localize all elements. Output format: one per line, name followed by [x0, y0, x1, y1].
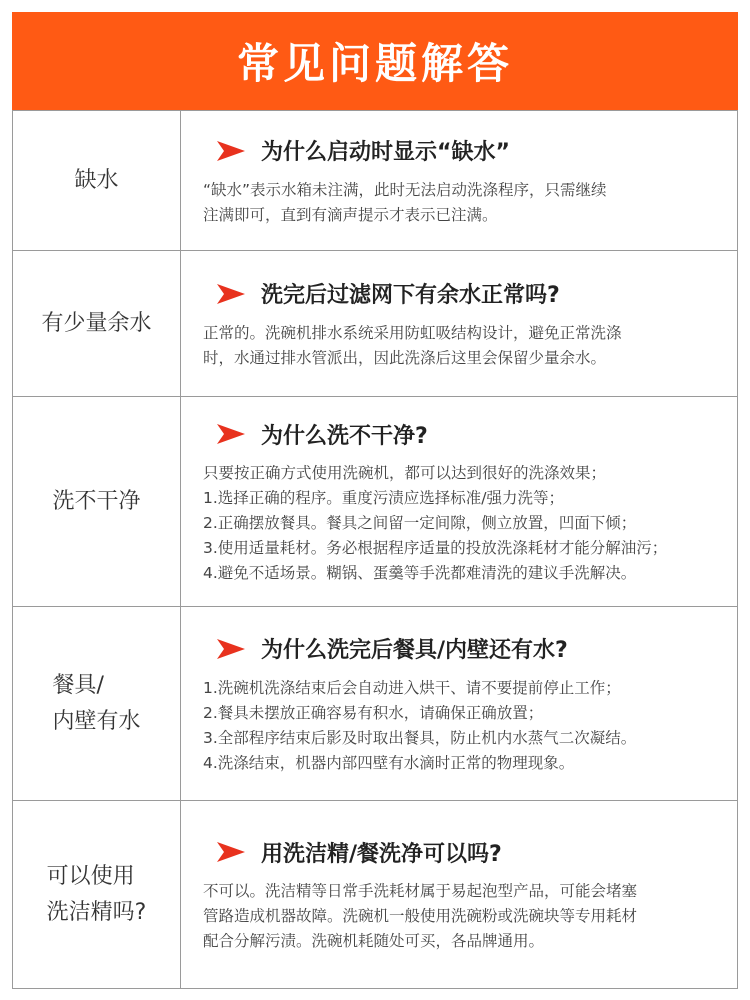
answer-line: 注满即可，直到有滴声提示才表示已注满。	[203, 205, 498, 224]
question-line	[203, 134, 723, 168]
arrow-right-icon	[217, 284, 245, 304]
answer-line: 3.全部程序结束后影及时取出餐具，防止机内水蒸气二次凝结。	[203, 728, 637, 747]
faq-topic	[13, 397, 181, 607]
topic-line: 洗洁精吗?	[46, 899, 147, 925]
answer-line: 4.避免不适场景。糊锅、蛋羹等手洗都难清洗的建议手洗解决。	[203, 564, 637, 582]
question-text: 为什么启动时显示“缺水”	[261, 140, 510, 165]
arrow-right-icon	[217, 842, 245, 862]
question-text: 为什么洗完后餐具/内壁还有水?	[261, 638, 568, 663]
answer-line: 2.正确摆放餐具。餐具之间留一定间隙，侧立放置，凹面下倾；	[203, 514, 637, 532]
answer-line: 4.洗涤结束，机器内部四壁有水滴时正常的物理现象。	[203, 753, 575, 772]
faq-topic	[13, 801, 181, 989]
answer-text	[203, 178, 723, 228]
faq-content	[181, 607, 738, 801]
faq-content	[181, 111, 738, 251]
faq-content	[181, 251, 738, 397]
page-header	[12, 12, 738, 110]
question-line	[203, 417, 723, 451]
answer-line: 1.洗碗机洗涤结束后会自动进入烘干、请不要提前停止工作；	[203, 678, 621, 697]
topic-line: 洗不干净	[52, 488, 141, 514]
answer-line: “缺水”表示水箱未注满，此时无法启动洗涤程序，只需继续	[203, 180, 607, 199]
answer-line: 1.选择正确的程序。重度污渍应选择标准/强力洗等；	[203, 489, 565, 507]
answer-line: 2.餐具未摆放正确容易有积水，请确保正确放置；	[203, 703, 544, 722]
faq-topic	[13, 251, 181, 397]
question-line	[203, 632, 723, 666]
answer-line: 管路造成机器故障。洗碗机一般使用洗碗粉或洗碗块等专用耗材	[203, 907, 638, 925]
faq-topic	[13, 111, 181, 251]
arrow-right-icon	[217, 639, 245, 659]
question-text: 为什么洗不干净?	[261, 423, 428, 449]
answer-text	[203, 879, 723, 954]
faq-content	[181, 397, 738, 607]
faq-row-not-clean	[13, 397, 738, 607]
question-line	[203, 277, 723, 311]
page-title: 常见问题解答	[236, 39, 513, 88]
answer-text	[203, 461, 723, 586]
topic-line: 餐具/	[52, 672, 104, 698]
faq-table	[12, 110, 738, 989]
topic-line: 有少量余水	[41, 310, 152, 336]
question-text: 洗完后过滤网下有余水正常吗?	[261, 283, 560, 308]
faq-row-residual-water	[13, 251, 738, 397]
faq-row-water-shortage	[13, 111, 738, 251]
topic-line: 缺水	[74, 167, 119, 193]
question-text: 用洗洁精/餐洗净可以吗?	[261, 841, 502, 867]
question-line	[203, 835, 723, 869]
answer-text	[203, 321, 723, 371]
answer-line: 正常的。洗碗机排水系统采用防虹吸结构设计，避免正常洗涤	[203, 323, 622, 342]
faq-content	[181, 801, 738, 989]
faq-row-water-inside	[13, 607, 738, 801]
answer-line: 配合分解污渍。洗碗机耗随处可买，各品牌通用。	[203, 932, 545, 950]
answer-line: 时，水通过排水管派出，因此洗涤后这里会保留少量余水。	[203, 348, 607, 367]
arrow-right-icon	[217, 141, 245, 161]
topic-line: 可以使用	[46, 863, 135, 889]
answer-line: 3.使用适量耗材。务必根据程序适量的投放洗涤耗材才能分解油污；	[203, 539, 668, 557]
faq-row-detergent	[13, 801, 738, 989]
answer-line: 只要按正确方式使用洗碗机，都可以达到很好的洗涤效果；	[203, 464, 607, 482]
answer-line: 不可以。洗洁精等日常手洗耗材属于易起泡型产品，可能会堵塞	[203, 882, 638, 900]
answer-text	[203, 676, 723, 776]
arrow-right-icon	[217, 424, 245, 444]
topic-line: 内壁有水	[52, 708, 141, 734]
faq-topic	[13, 607, 181, 801]
